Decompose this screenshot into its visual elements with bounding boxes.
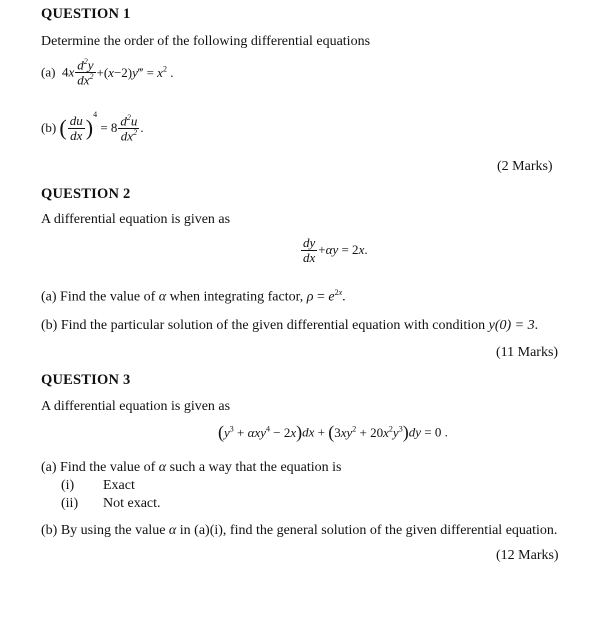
question-2-intro: A differential equation is given as — [41, 212, 231, 227]
question-1-title: QUESTION 1 — [41, 6, 131, 22]
question-3-title: QUESTION 3 — [41, 372, 131, 388]
sub-item-i-label: (i) — [61, 478, 75, 493]
part-a-text: (a) Find the value of — [41, 460, 156, 475]
question-3-intro: A differential equation is given as — [41, 399, 231, 414]
part-a-label: (a) — [41, 64, 56, 80]
question-3-marks: (12 Marks) — [496, 548, 559, 563]
question-3-part-a: (a) Find the value of α such a way that the equation is — [41, 460, 342, 475]
question-1-marks: (2 Marks) — [497, 159, 553, 174]
sub-item-ii-text: Not exact. — [103, 496, 161, 511]
question-2-marks: (11 Marks) — [496, 345, 559, 360]
question-2-title: QUESTION 2 — [41, 186, 131, 202]
part-a-text-2: when integrating factor, — [169, 289, 304, 305]
question-1-instruction: Determine the order of the following differential equations — [41, 34, 371, 49]
sub-item-i-text: Exact — [103, 478, 135, 493]
equation-1a: (a) 4x $\frac{d^2y}{dx^2}$ +(x−2)y‴ = $x^2$ . — [41, 57, 174, 88]
part-b-text-2: in (a)(i), find the general solution of the given differential equation. — [179, 523, 558, 538]
part-b-text: (b) By using the value — [41, 523, 166, 538]
equation-1b: (b) ( $\frac{du}{dx}$ )$^4$ = 8 $\frac{d^2u}{dx^2}$ . — [41, 110, 144, 143]
part-b-label: (b) — [41, 120, 57, 136]
equation-2: $\frac{dy}{dx}$ +αy = 2x. — [303, 235, 368, 265]
sub-item-ii-label: (ii) — [61, 496, 79, 511]
part-a-text: (a) Find the value of — [41, 289, 156, 305]
question-3-part-b: (b) By using the value α in (a)(i), find the general solution of the given differential equation. — [41, 523, 558, 538]
part-a-text-2: such a way that the equation is — [169, 460, 342, 475]
question-2-part-b: (b) Find the particular solution of the given differential equation with condition y(0) = 3. — [41, 318, 539, 333]
initial-condition: y(0) = 3 — [488, 318, 535, 333]
part-b-text: (b) Find the particular solution of the given differential equation with condition — [41, 318, 486, 333]
question-2-part-a: (a) Find the value of α when integrating factor, $\rho = e^{2x}$. — [41, 288, 346, 305]
equation-3: $(y^3 + \alpha xy^4 - 2x)dx + (3xy^2 + 20x^2y^3)dy = 0$ . — [218, 422, 448, 442]
